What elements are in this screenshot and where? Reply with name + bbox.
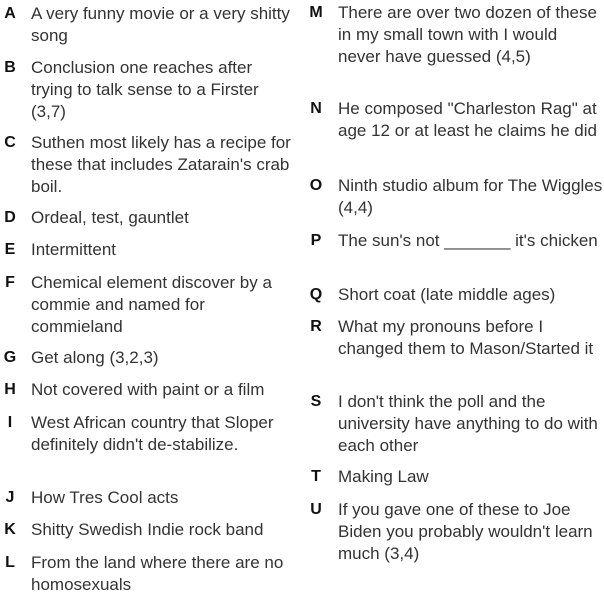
- clue-text: From the land where there are no homosexuals: [31, 553, 284, 594]
- clue-letter: I: [7, 414, 13, 431]
- clue-letter: D: [4, 209, 16, 226]
- clue-letter: U: [310, 501, 322, 518]
- clue-letter: J: [5, 489, 15, 506]
- clue-text: West African country that Sloper definitely didn't de-stabilize.: [31, 413, 274, 454]
- clue-letter: P: [310, 232, 322, 249]
- clue-letter: N: [310, 100, 322, 117]
- clue-letter: E: [4, 241, 16, 258]
- clue-text: Chemical element discover by a commie and named for commieland: [31, 273, 272, 336]
- clue-letter: M: [309, 4, 323, 21]
- clue-text: There are over two dozen of these in my small town with I would never have guessed (4,5): [338, 3, 597, 66]
- clue-letter: F: [5, 274, 15, 291]
- clue-text: Suthen most likely has a recipe for these that includes Zatarain's crab boil.: [31, 133, 291, 196]
- clue-letter: L: [5, 554, 15, 571]
- clue-letter: A: [4, 5, 16, 22]
- clue-text: Not covered with paint or a film: [31, 380, 265, 399]
- clue-letter: G: [3, 349, 17, 366]
- clue-letter: Q: [309, 286, 323, 303]
- clue-text: Making Law: [338, 467, 429, 486]
- clue-text: The sun's not _______ it's chicken: [338, 231, 598, 250]
- clue-letter: K: [4, 521, 16, 538]
- clue-text: Shitty Swedish Indie rock band: [31, 520, 264, 539]
- clue-text: Ordeal, test, gauntlet: [31, 208, 189, 227]
- clue-letter: R: [310, 318, 322, 335]
- clue-text: He composed "Charleston Rag" at age 12 or at least he claims he did: [338, 99, 597, 140]
- clue-letter: C: [4, 134, 16, 151]
- clue-letter: S: [310, 393, 322, 410]
- clue-text: A very funny movie or a very shitty song: [31, 4, 290, 45]
- clue-text: Intermittent: [31, 240, 117, 259]
- clue-text: How Tres Cool acts: [31, 488, 179, 507]
- clue-letter: T: [311, 468, 321, 485]
- clue-text: Ninth studio album for The Wiggles (4,4): [338, 176, 603, 217]
- clue-text: I don't think the poll and the university have anything to do with each other: [338, 392, 598, 455]
- clue-text: Get along (3,2,3): [31, 348, 159, 367]
- clue-text: What my pronouns before I changed them to Mason/Started it: [338, 317, 594, 358]
- clue-text: Short coat (late middle ages): [338, 285, 556, 304]
- clue-text: If you gave one of these to Joe Biden you probably wouldn't learn much (3,4): [338, 500, 593, 563]
- clue-letter: B: [4, 59, 16, 76]
- clue-text: Conclusion one reaches after trying to talk sense to a Firster (3,7): [31, 58, 259, 121]
- clue-letter: O: [309, 177, 323, 194]
- clue-letter: H: [4, 381, 16, 398]
